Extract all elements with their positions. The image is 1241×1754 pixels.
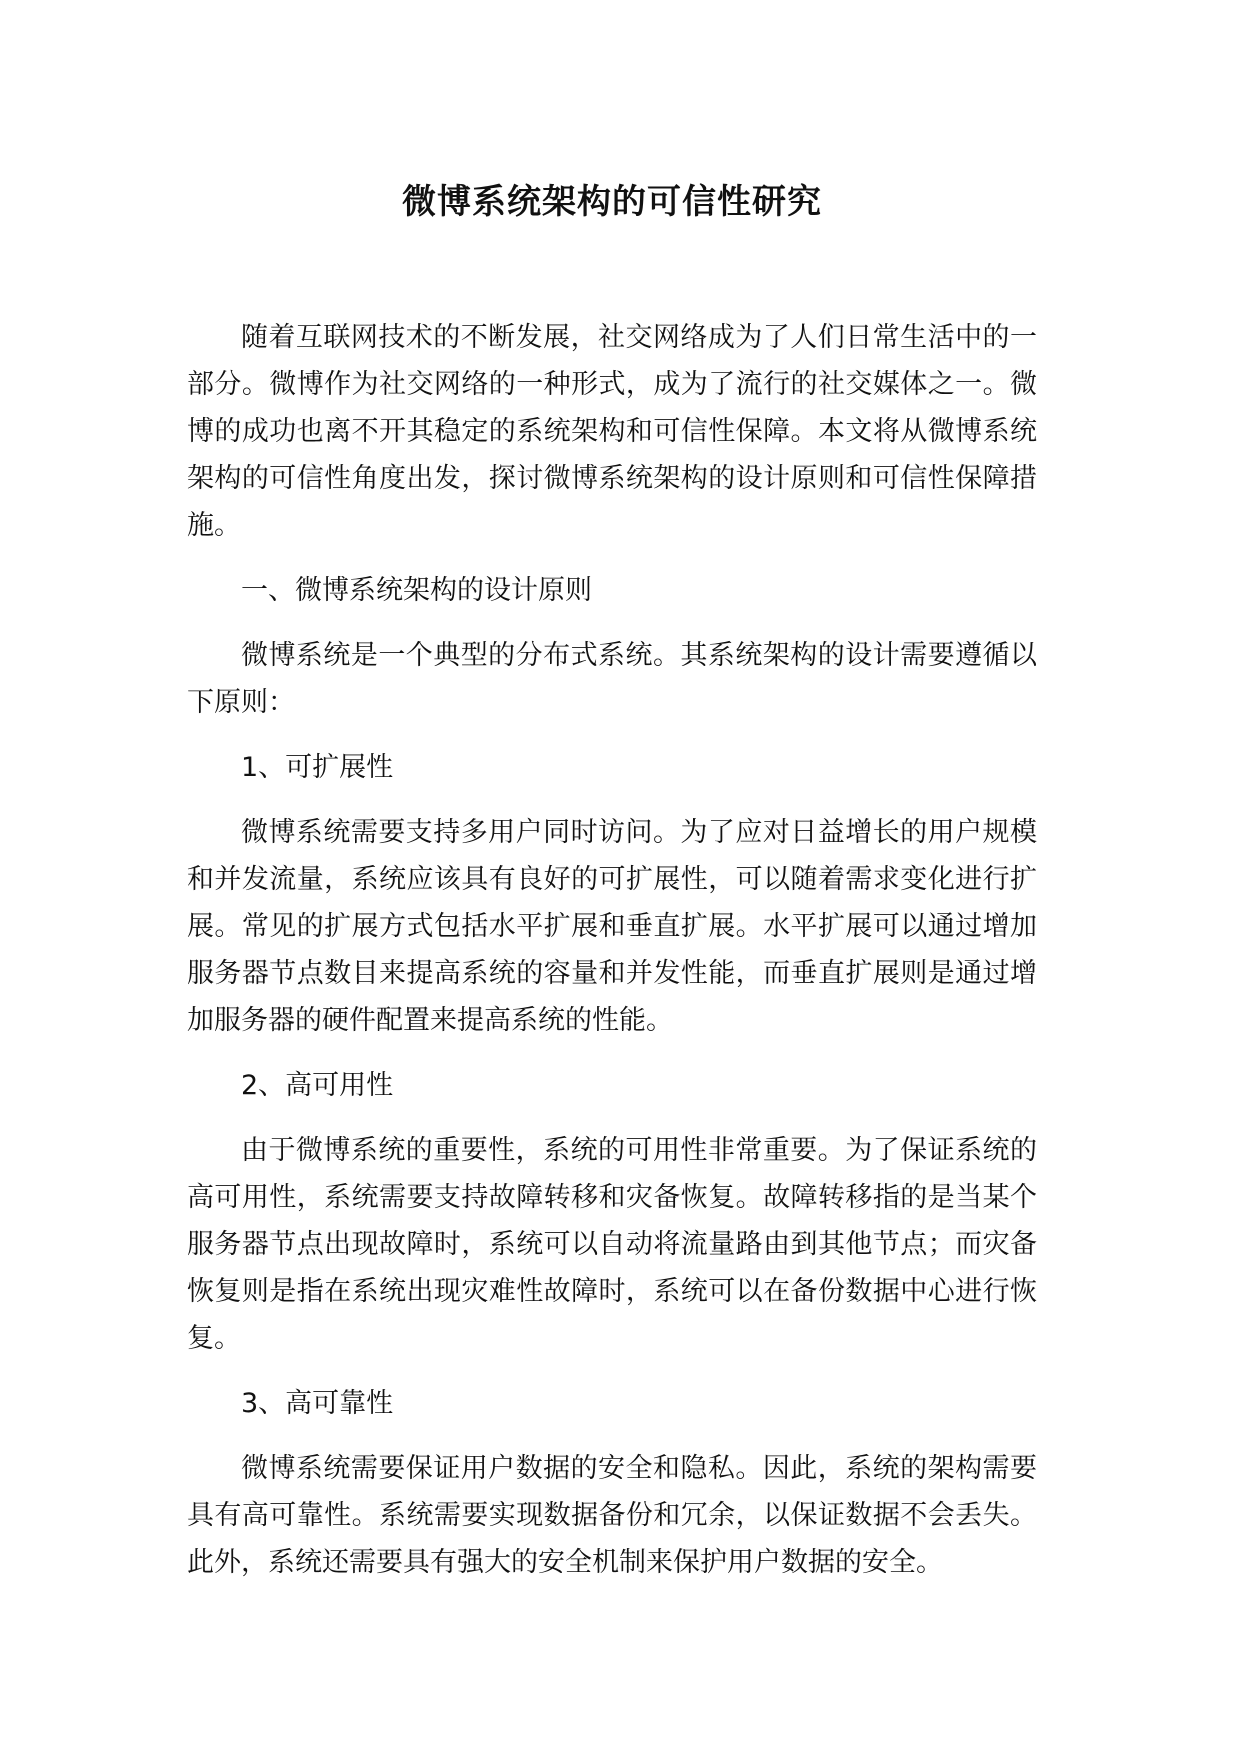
subheading-availability: 2、高可用性 bbox=[241, 1070, 394, 1101]
intro-paragraph: 随着互联网技术的不断发展，社交网络成为了人们日常生活中的一部分。微博作为社交网络的一种形式，成为了流行的社交媒体之一。微博的成功也离不开其稳定的系统架构和可信性保障。本文将从微博系统架构的可信性角度出发，探讨微博系统架构的设计原则和可信性保障措施。 bbox=[187, 322, 1037, 541]
scalability-paragraph: 微博系统需要支持多用户同时访问。为了应对日益增长的用户规模和并发流量，系统应该具有良好的可扩展性，可以随着需求变化进行扩展。常见的扩展方式包括水平扩展和垂直扩展。水平扩展可以通过增加服务器节点数目来提高系统的容量和并发性能，而垂直扩展则是通过增加服务器的硬件配置来提高系统的性能。 bbox=[187, 817, 1037, 1036]
reliability-paragraph: 微博系统需要保证用户数据的安全和隐私。因此，系统的架构需要具有高可靠性。系统需要实现数据备份和冗余，以保证数据不会丢失。此外，系统还需要具有强大的安全机制来保护用户数据的安全。 bbox=[187, 1453, 1037, 1578]
section-heading-design-principles: 一、微博系统架构的设计原则 bbox=[241, 575, 592, 606]
subheading-scalability: 1、可扩展性 bbox=[241, 752, 394, 783]
availability-paragraph: 由于微博系统的重要性，系统的可用性非常重要。为了保证系统的高可用性，系统需要支持故障转移和灾备恢复。故障转移指的是当某个服务器节点出现故障时，系统可以自动将流量路由到其他节点；而灾备恢复则是指在系统出现灾难性故障时，系统可以在备份数据中心进行恢复。 bbox=[187, 1135, 1037, 1354]
design-principles-paragraph: 微博系统是一个典型的分布式系统。其系统架构的设计需要遵循以下原则： bbox=[187, 640, 1037, 718]
document-content bbox=[187, 174, 1037, 1586]
document-title: 微博系统架构的可信性研究 bbox=[402, 182, 822, 222]
document-body bbox=[187, 314, 1037, 1586]
subheading-reliability: 3、高可靠性 bbox=[241, 1388, 394, 1419]
